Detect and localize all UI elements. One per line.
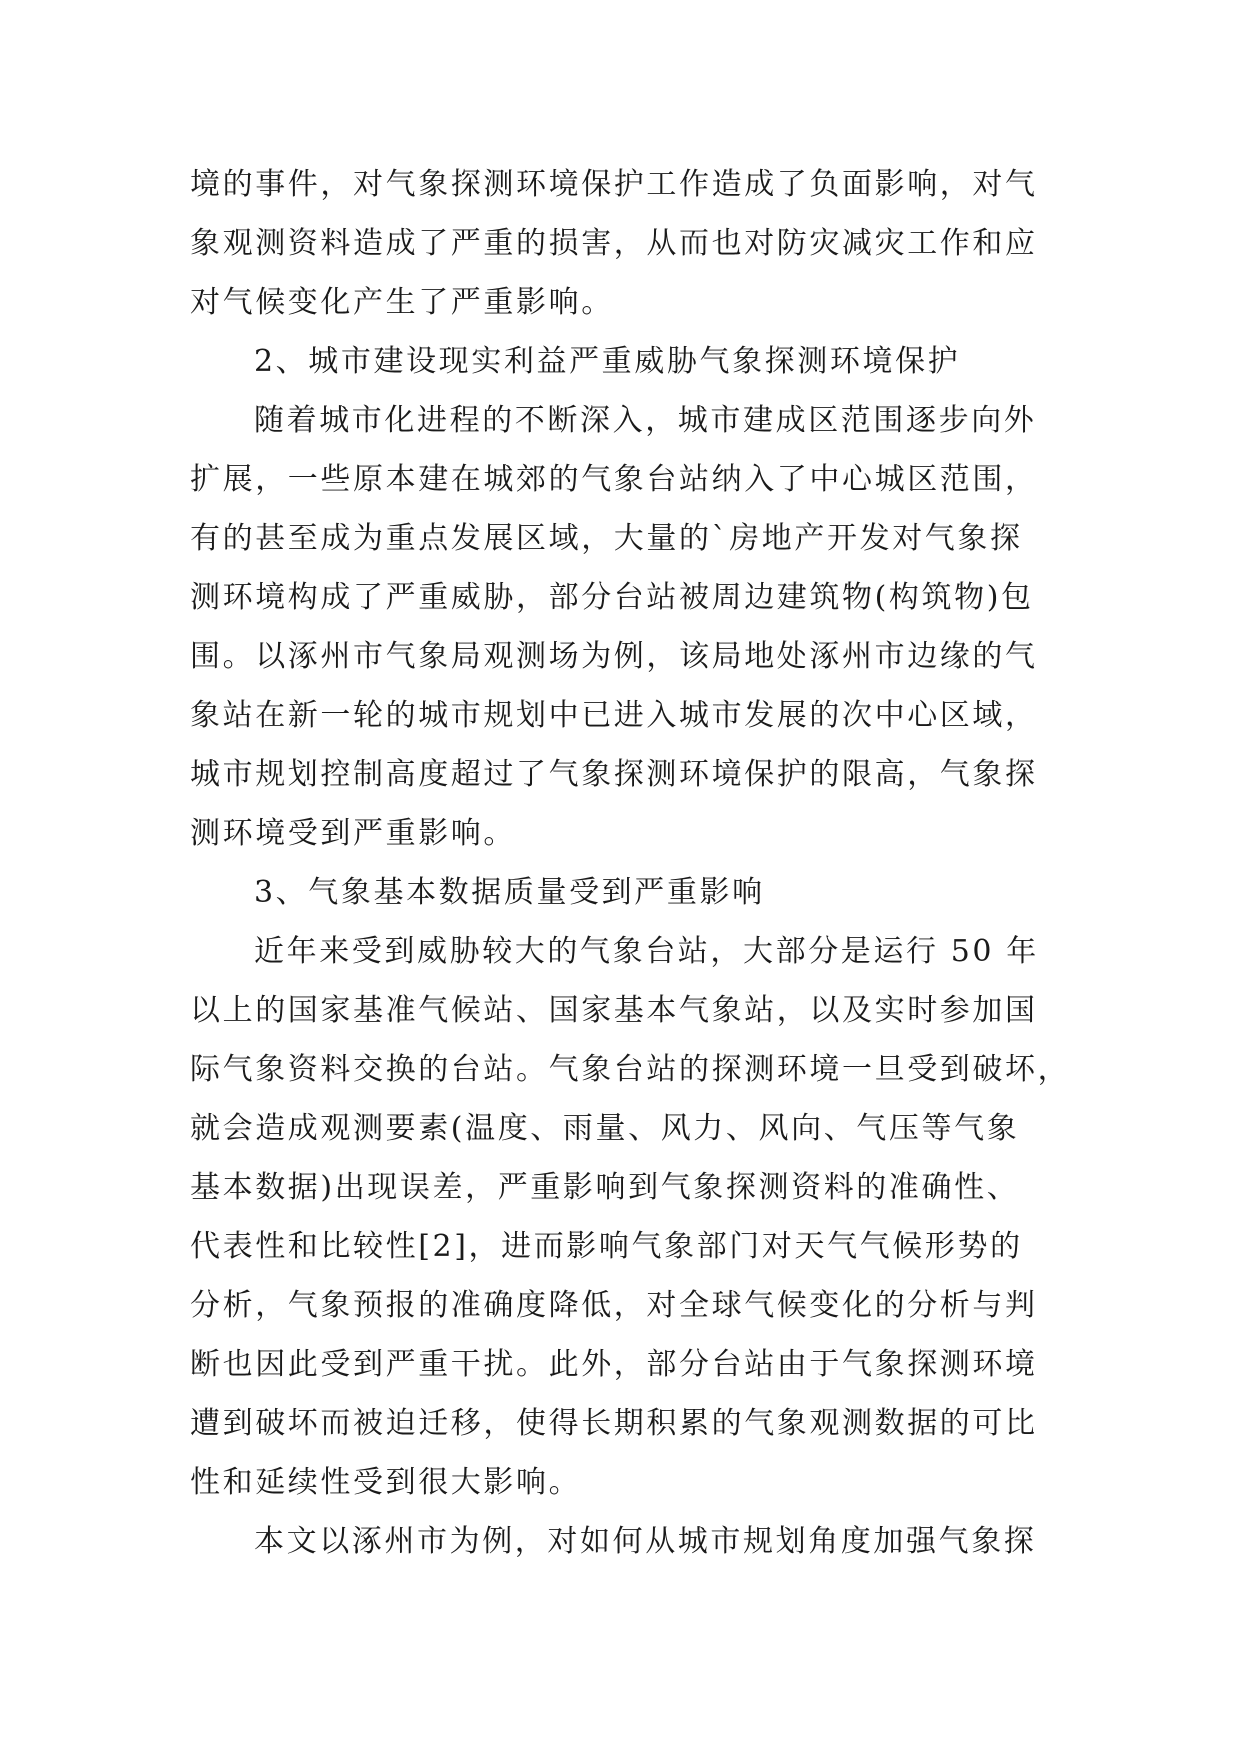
text-line: 分析，气象预报的准确度降低，对全球气候变化的分析与判: [190, 1288, 1038, 1323]
text-line: 象观测资料造成了严重的损害，从而也对防灾减灾工作和应: [190, 226, 1038, 261]
text-line: 遭到破坏而被迫迁移，使得长期积累的气象观测数据的可比: [190, 1406, 1038, 1441]
text-line: 代表性和比较性[2]，进而影响气象部门对天气气候形势的: [190, 1229, 1023, 1264]
text-line: 随着城市化进程的不断深入，城市建成区范围逐步向外: [254, 403, 1037, 438]
text-line: 性和延续性受到很大影响。: [190, 1465, 582, 1500]
text-line: 以上的国家基准气候站、国家基本气象站，以及实时参加国: [190, 993, 1038, 1028]
text-line: 本文以涿州市为例，对如何从城市规划角度加强气象探: [254, 1524, 1037, 1559]
section-heading-3: 3、气象基本数据质量受到严重影响: [254, 875, 765, 910]
text-line: 际气象资料交换的台站。气象台站的探测环境一旦受到破坏，: [190, 1052, 1071, 1087]
text-line: 境的事件，对气象探测环境保护工作造成了负面影响，对气: [190, 167, 1038, 202]
text-line: 测环境构成了严重威胁，部分台站被周边建筑物(构筑物)包: [190, 580, 1034, 615]
text-line: 围。以涿州市气象局观测场为例，该局地处涿州市边缘的气: [190, 639, 1038, 674]
text-line: 近年来受到威胁较大的气象台站，大部分是运行 50 年: [254, 934, 1039, 969]
text-line: 有的甚至成为重点发展区域，大量的`房地产开发对气象探: [190, 521, 1023, 556]
text-line: 扩展，一些原本建在城郊的气象台站纳入了中心城区范围，: [190, 462, 1038, 497]
text-line: 测环境受到严重影响。: [190, 816, 516, 851]
text-line: 就会造成观测要素(温度、雨量、风力、风向、气压等气象: [190, 1111, 1020, 1146]
text-line: 断也因此受到严重干扰。此外，部分台站由于气象探测环境: [190, 1347, 1038, 1382]
body-text: [190, 155, 1071, 1571]
section-heading-2: 2、城市建设现实利益严重威胁气象探测环境保护: [254, 344, 961, 379]
text-line: 象站在新一轮的城市规划中已进入城市发展的次中心区域，: [190, 698, 1038, 733]
text-line: 对气候变化产生了严重影响。: [190, 285, 614, 320]
text-line: 基本数据)出现误差，严重影响到气象探测资料的准确性、: [190, 1170, 1020, 1205]
text-line: 城市规划控制高度超过了气象探测环境保护的限高，气象探: [190, 757, 1038, 792]
